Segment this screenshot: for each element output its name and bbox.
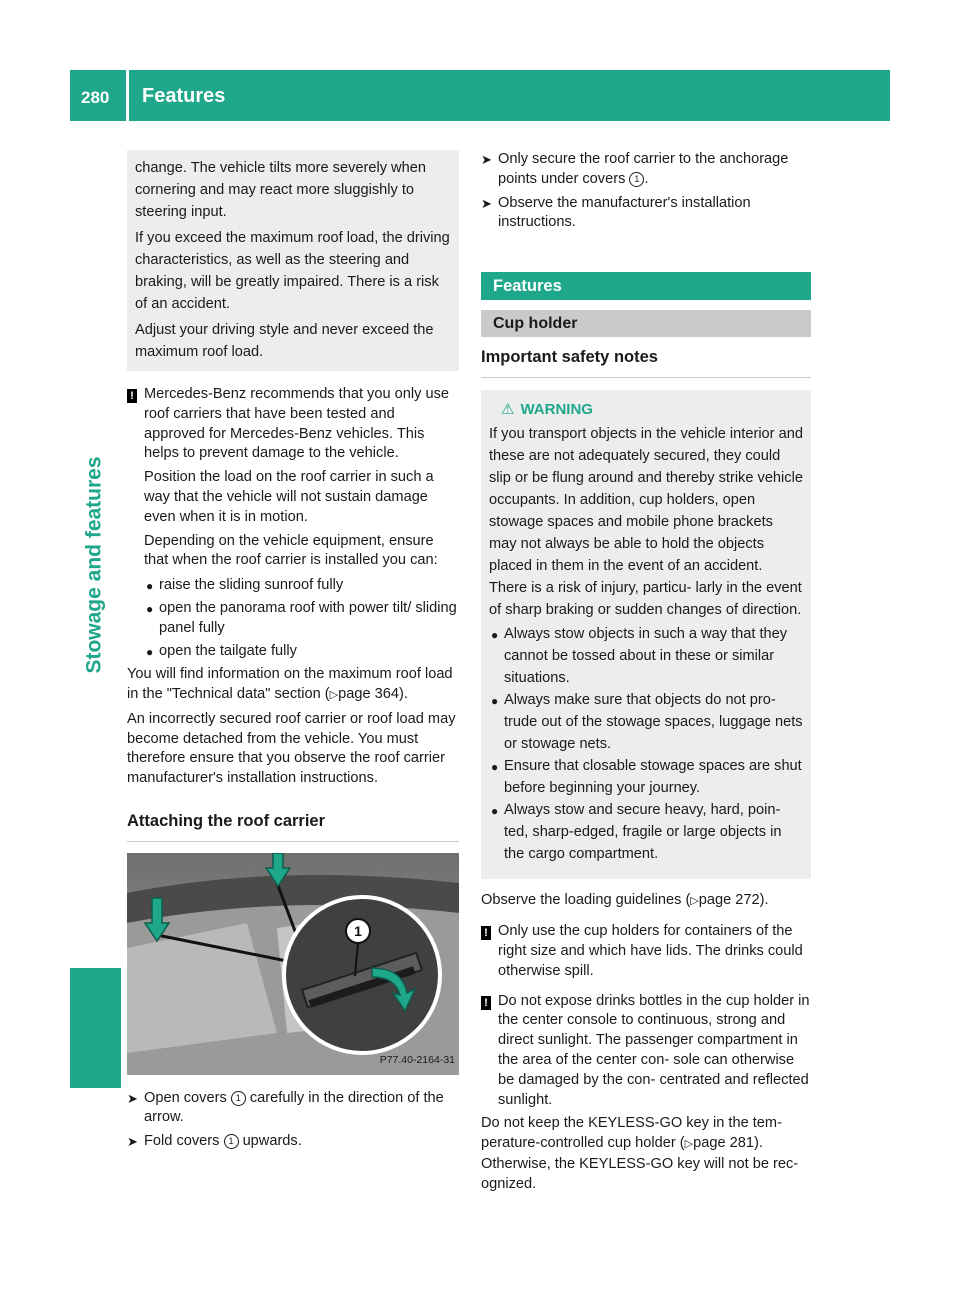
side-tab xyxy=(70,968,121,1088)
secure-paragraph: An incorrectly secured roof carrier or roof load may become detached from the vehicle. You must therefore ensure that you observe the roof carrier manufacturer's installation instructions. xyxy=(127,710,456,787)
roof-carrier-illustration xyxy=(127,853,459,1075)
figure-label: P77.40-2164-31 xyxy=(379,1053,455,1066)
note-bullets xyxy=(144,575,459,661)
cup-size-note xyxy=(481,922,811,981)
page-title: Features xyxy=(142,85,226,107)
warning-text: Adjust your driving style and never exceed the maximum roof load. xyxy=(135,322,434,360)
bullet-icon: ● xyxy=(491,694,499,709)
list-item: ● Ensure that closable stowage spaces are shut before beginning your journey. xyxy=(491,758,802,797)
page-ref-link[interactable]: page 364). xyxy=(338,685,408,702)
callout-ref-icon: 1 xyxy=(231,1091,246,1106)
note-text: Mercedes-Benz recommends that you only use roof carriers that have been tested and approved for Mercedes-Benz vehicles. This helps to prevent damage to the vehicle. xyxy=(144,386,449,462)
subsection-bar: Cup holder xyxy=(481,310,811,337)
warning-triangle-icon: ⚠ xyxy=(501,400,515,418)
step-arrow-icon: ➤ xyxy=(127,1134,138,1150)
instruction-step: ➤ Open covers 1 carefully in the direction of the arrow. xyxy=(127,1089,444,1126)
exclamation-icon: ! xyxy=(481,996,491,1010)
instruction-step: ➤ Fold covers 1 upwards. xyxy=(127,1132,459,1152)
page-ref-icon: ▷ xyxy=(690,895,699,908)
warning-text: change. The vehicle tilts more severely when cornering and may react more sluggishly to steering input. xyxy=(135,160,426,220)
list-item: ● Always stow and secure heavy, hard, poin- ted, sharp-edged, fragile or large objects in the cargo compartment. xyxy=(491,802,782,863)
step-arrow-icon: ➤ xyxy=(481,152,492,167)
warning-text: If you transport objects in the vehicle interior and these are not adequately secured, they could slip or be flung around and thereby strike vehicle occupants. In addition, cup holders, open stowage spaces and mobile phone brackets may not always be able to hold the objects placed in them in the event of an accident. There is a risk of injury, particu- larly in the event of sharp braking or sudden changes of direction. xyxy=(489,426,803,619)
page-ref-link[interactable]: page 281). xyxy=(693,1135,763,1152)
info-paragraph: You will find information on the maximum roof load in the "Technical data" section (▷page 364). xyxy=(127,666,453,702)
page-ref-icon: ▷ xyxy=(684,1138,694,1151)
note-text: Do not expose drinks bottles in the cup holder in the center console to continuous, strong and direct sunlight. The passenger compartment in the area of the center con- sole can otherwise be damaged by the con- centrated and reflected sunlight. xyxy=(498,992,810,1108)
note-text: Only use the cup holders for containers of the right size and which have lids. The drinks could otherwise spill. xyxy=(498,923,803,979)
callout-number: 1 xyxy=(354,922,362,939)
section-heading: Attaching the roof carrier xyxy=(127,811,459,842)
list-item: ● open the panorama roof with power tilt/ sliding panel fully xyxy=(146,600,457,637)
bullet-icon: ● xyxy=(146,579,154,594)
instruction-step: ➤ Only secure the roof carrier to the anchorage points under covers 1 . xyxy=(481,151,789,187)
header-divider xyxy=(126,70,129,121)
keyless-paragraph: Do not keep the KEYLESS-GO key in the tem- perature-controlled cup holder (▷page 281). Otherwise, the KEYLESS-GO key will not be rec- ognized. xyxy=(481,1115,799,1192)
side-section-label: Stowage and features xyxy=(82,456,106,674)
left-column xyxy=(127,150,459,1156)
list-item: ● Always stow objects in such a way that they cannot be tossed about in these or similar situations. xyxy=(491,626,788,687)
step-arrow-icon: ➤ xyxy=(127,1090,138,1106)
list-item: ● open the tailgate fully xyxy=(144,641,459,661)
page-ref-link[interactable]: page 272). xyxy=(698,892,769,909)
list-item: ● Always make sure that objects do not pro- trude out of the stowage spaces, luggage nets or stowage nets. xyxy=(491,692,803,753)
warning-title: ⚠ WARNING xyxy=(501,400,593,418)
bullet-icon: ● xyxy=(491,628,499,643)
note-text: Position the load on the roof carrier in such a way that the vehicle will not sustain damage even when it is in motion. xyxy=(144,469,434,525)
warning-box xyxy=(481,390,811,880)
exclamation-icon: ! xyxy=(481,926,491,940)
section-bar: Features xyxy=(481,272,811,300)
bullet-icon: ● xyxy=(491,804,499,819)
warning-continuation xyxy=(127,150,459,371)
bullet-icon: ● xyxy=(146,645,154,660)
step-arrow-icon: ➤ xyxy=(481,195,492,211)
note-text: Depending on the vehicle equipment, ensure that when the roof carrier is installed you can: xyxy=(144,532,438,569)
section-heading: Important safety notes xyxy=(481,347,811,378)
callout-ref-icon: 1 xyxy=(629,172,644,187)
page-number: 280 xyxy=(81,88,110,107)
observe-paragraph: Observe the loading guidelines (▷page 272). xyxy=(481,892,769,909)
bullet-icon: ● xyxy=(491,760,499,775)
warning-bullets xyxy=(489,623,803,865)
roof-carrier-figure xyxy=(127,853,459,1075)
callout-ref-icon: 1 xyxy=(224,1134,239,1149)
instruction-step: ➤ Observe the manufacturer's installation instructions. xyxy=(481,194,751,231)
exclamation-icon: ! xyxy=(127,389,137,403)
list-item: ● raise the sliding sunroof fully xyxy=(144,575,459,595)
bullet-icon: ● xyxy=(146,602,154,617)
warning-text: If you exceed the maximum roof load, the driving characteristics, as well as the steering and braking, will be greatly impaired. There is a risk of an accident. xyxy=(135,230,450,312)
sunlight-note xyxy=(481,992,811,1111)
page-ref-icon: ▷ xyxy=(329,688,339,701)
roof-carrier-note xyxy=(127,385,459,661)
right-column xyxy=(481,150,811,1199)
